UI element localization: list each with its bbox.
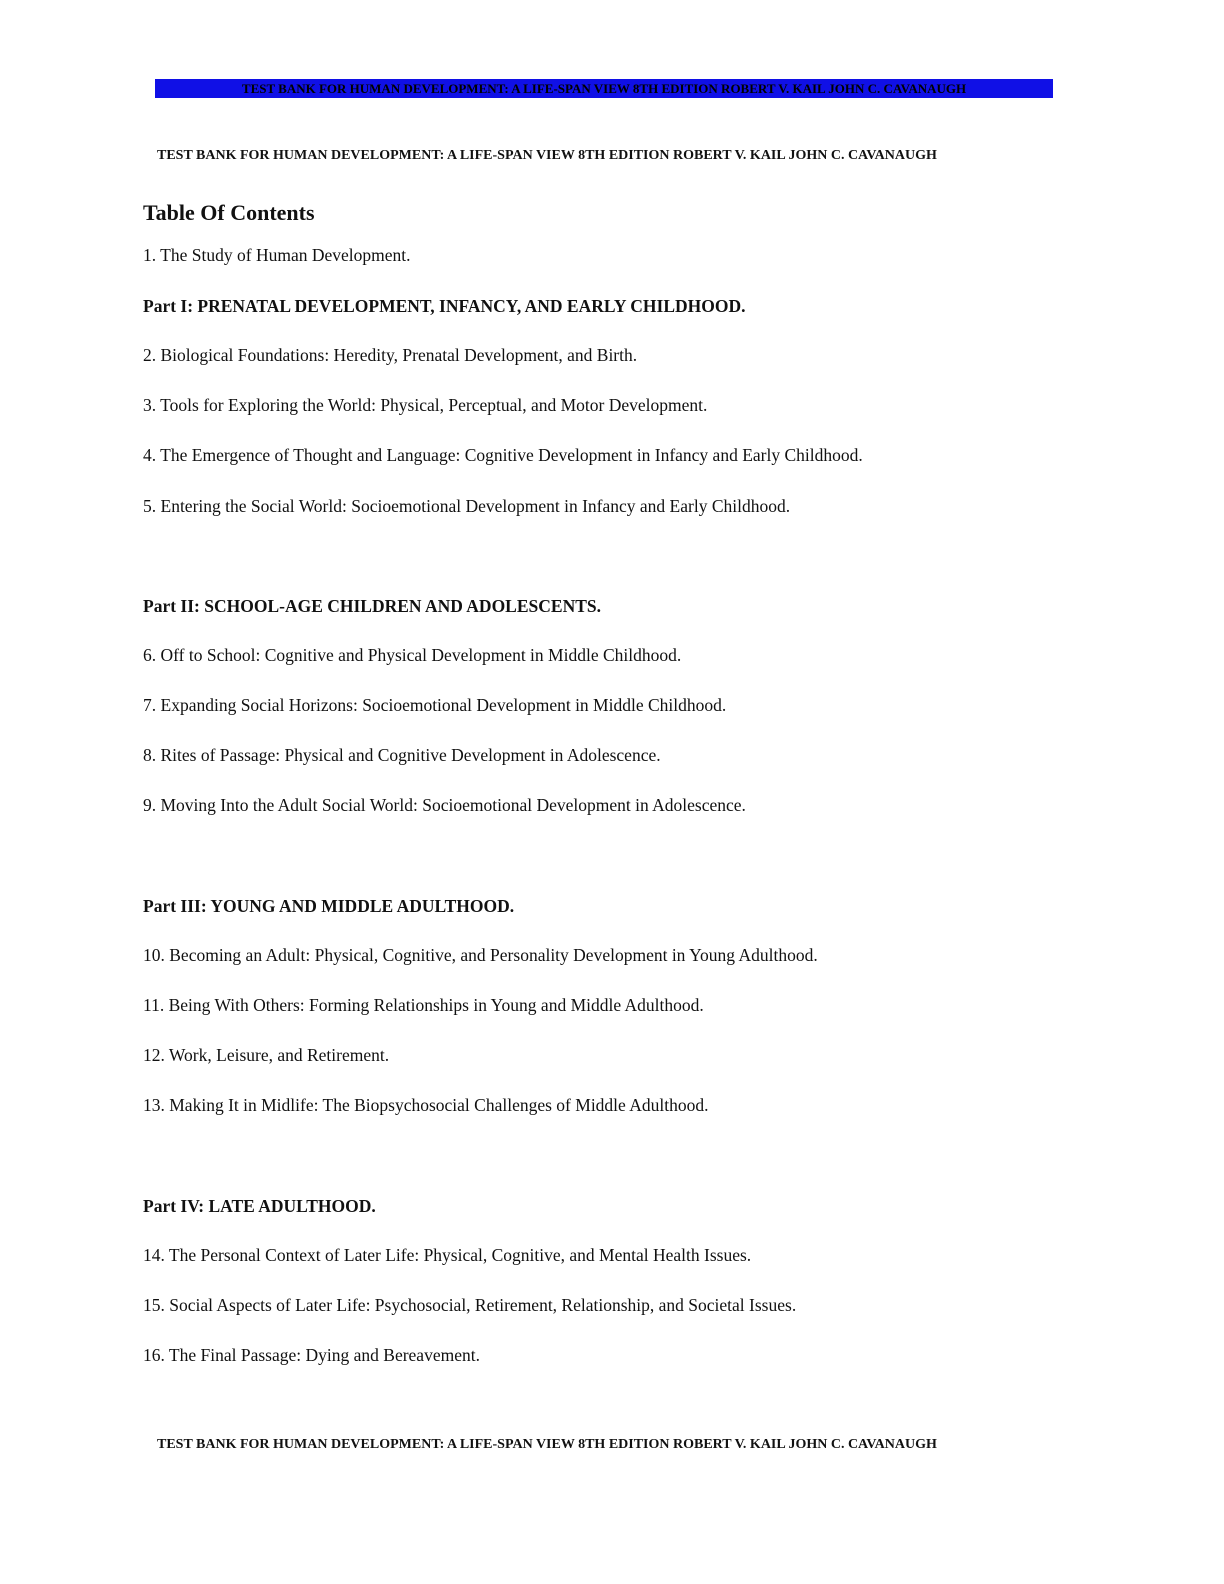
- toc-chapter-15: 15. Social Aspects of Later Life: Psychosocial, Retirement, Relationship, and Societal Issues.: [143, 1295, 797, 1315]
- toc-chapter-8: 8. Rites of Passage: Physical and Cognitive Development in Adolescence.: [143, 745, 661, 765]
- toc-chapter-10: 10. Becoming an Adult: Physical, Cognitive, and Personality Development in Young Adulthood.: [143, 945, 818, 965]
- toc-chapter-6: 6. Off to School: Cognitive and Physical Development in Middle Childhood.: [143, 645, 682, 665]
- toc-heading: Table Of Contents: [143, 200, 315, 225]
- toc-chapter-1: 1. The Study of Human Development.: [143, 245, 411, 265]
- toc-part-4: Part IV: LATE ADULTHOOD.: [143, 1196, 376, 1216]
- highlighted-title-banner: TEST BANK FOR HUMAN DEVELOPMENT: A LIFE-SPAN VIEW 8TH EDITION ROBERT V. KAIL JOHN C. CAVANAUGH: [155, 79, 1053, 98]
- toc-chapter-2: 2. Biological Foundations: Heredity, Prenatal Development, and Birth.: [143, 345, 638, 365]
- toc-chapter-11: 11. Being With Others: Forming Relationships in Young and Middle Adulthood.: [143, 995, 704, 1015]
- toc-chapter-5: 5. Entering the Social World: Socioemotional Development in Infancy and Early Childhood.: [143, 496, 791, 516]
- toc-chapter-16: 16. The Final Passage: Dying and Bereavement.: [143, 1345, 480, 1365]
- toc-part-1: Part I: PRENATAL DEVELOPMENT, INFANCY, AND EARLY CHILDHOOD.: [143, 296, 746, 316]
- toc-chapter-14: 14. The Personal Context of Later Life: Physical, Cognitive, and Mental Health Issues.: [143, 1245, 752, 1265]
- toc-part-3: Part III: YOUNG AND MIDDLE ADULTHOOD.: [143, 896, 515, 916]
- toc-chapter-13: 13. Making It in Midlife: The Biopsychosocial Challenges of Middle Adulthood.: [143, 1095, 709, 1115]
- toc-chapter-12: 12. Work, Leisure, and Retirement.: [143, 1045, 390, 1065]
- toc-chapter-9: 9. Moving Into the Adult Social World: Socioemotional Development in Adolescence.: [143, 795, 746, 815]
- toc-chapter-3: 3. Tools for Exploring the World: Physical, Perceptual, and Motor Development.: [143, 395, 708, 415]
- running-header: TEST BANK FOR HUMAN DEVELOPMENT: A LIFE-SPAN VIEW 8TH EDITION ROBERT V. KAIL JOHN C. CAVANAUGH: [157, 148, 937, 163]
- toc-chapter-7: 7. Expanding Social Horizons: Socioemotional Development in Middle Childhood.: [143, 695, 727, 715]
- toc-part-2: Part II: SCHOOL-AGE CHILDREN AND ADOLESCENTS.: [143, 596, 601, 616]
- running-footer: TEST BANK FOR HUMAN DEVELOPMENT: A LIFE-SPAN VIEW 8TH EDITION ROBERT V. KAIL JOHN C. CAVANAUGH: [157, 1437, 937, 1452]
- toc-chapter-4: 4. The Emergence of Thought and Language: Cognitive Development in Infancy and Early Childhood.: [143, 445, 863, 465]
